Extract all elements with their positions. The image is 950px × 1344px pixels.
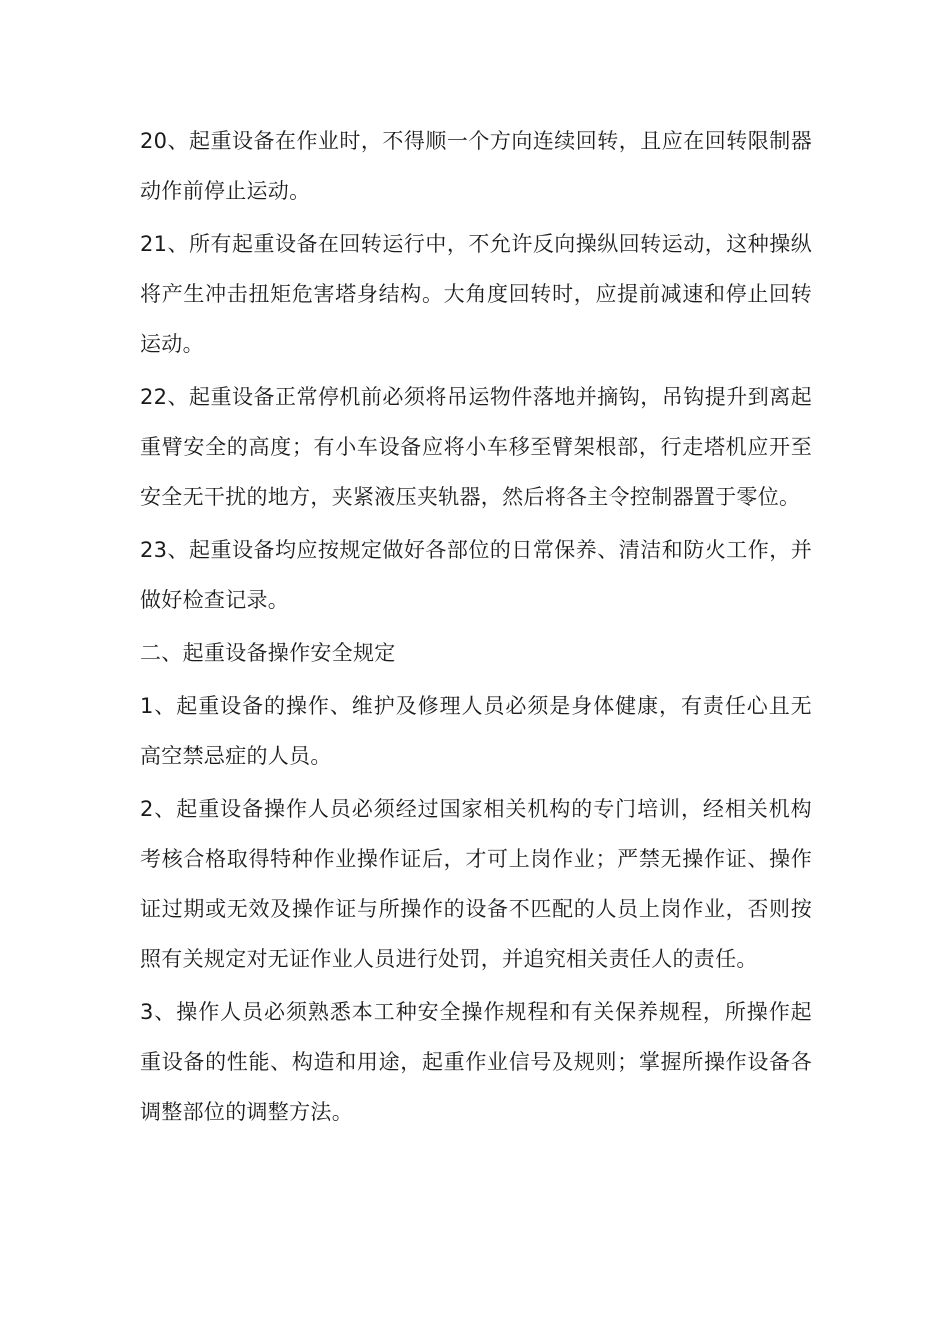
paragraph-item-22: 22、起重设备正常停机前必须将吊运物件落地并摘钩，吊钩提升到离起重臂安全的高度；有小车设备应将小车移至臂架根部，行走塔机应开至安全无干扰的地方，夹紧液压夹轨器，然后将各主令控制器置于零位。: [140, 385, 812, 509]
section-heading: 二、起重设备操作安全规定: [140, 641, 396, 665]
paragraph-item-23: 23、起重设备均应按规定做好各部位的日常保养、清洁和防火工作，并做好检查记录。: [140, 538, 812, 612]
paragraph-item-2: 2、起重设备操作人员必须经过国家相关机构的专门培训，经相关机构考核合格取得特种作业操作证后，才可上岗作业；严禁无操作证、操作证过期或无效及操作证与所操作的设备不匹配的人员上岗作业，否则按照有关规定对无证作业人员进行处罚，并追究相关责任人的责任。: [140, 797, 812, 971]
paragraph-item-21: 21、所有起重设备在回转运行中，不允许反向操纵回转运动，这种操纵将产生冲击扭矩危害塔身结构。大角度回转时，应提前减速和停止回转运动。: [140, 232, 812, 356]
paragraph-item-3: 3、操作人员必须熟悉本工种安全操作规程和有关保养规程，所操作起重设备的性能、构造和用途，起重作业信号及规则；掌握所操作设备各调整部位的调整方法。: [140, 1000, 812, 1124]
paragraph-item-20: 20、起重设备在作业时，不得顺一个方向连续回转，且应在回转限制器动作前停止运动。: [140, 129, 812, 203]
paragraph-item-1: 1、起重设备的操作、维护及修理人员必须是身体健康，有责任心且无高空禁忌症的人员。: [140, 694, 812, 768]
document-body: [140, 116, 812, 1140]
